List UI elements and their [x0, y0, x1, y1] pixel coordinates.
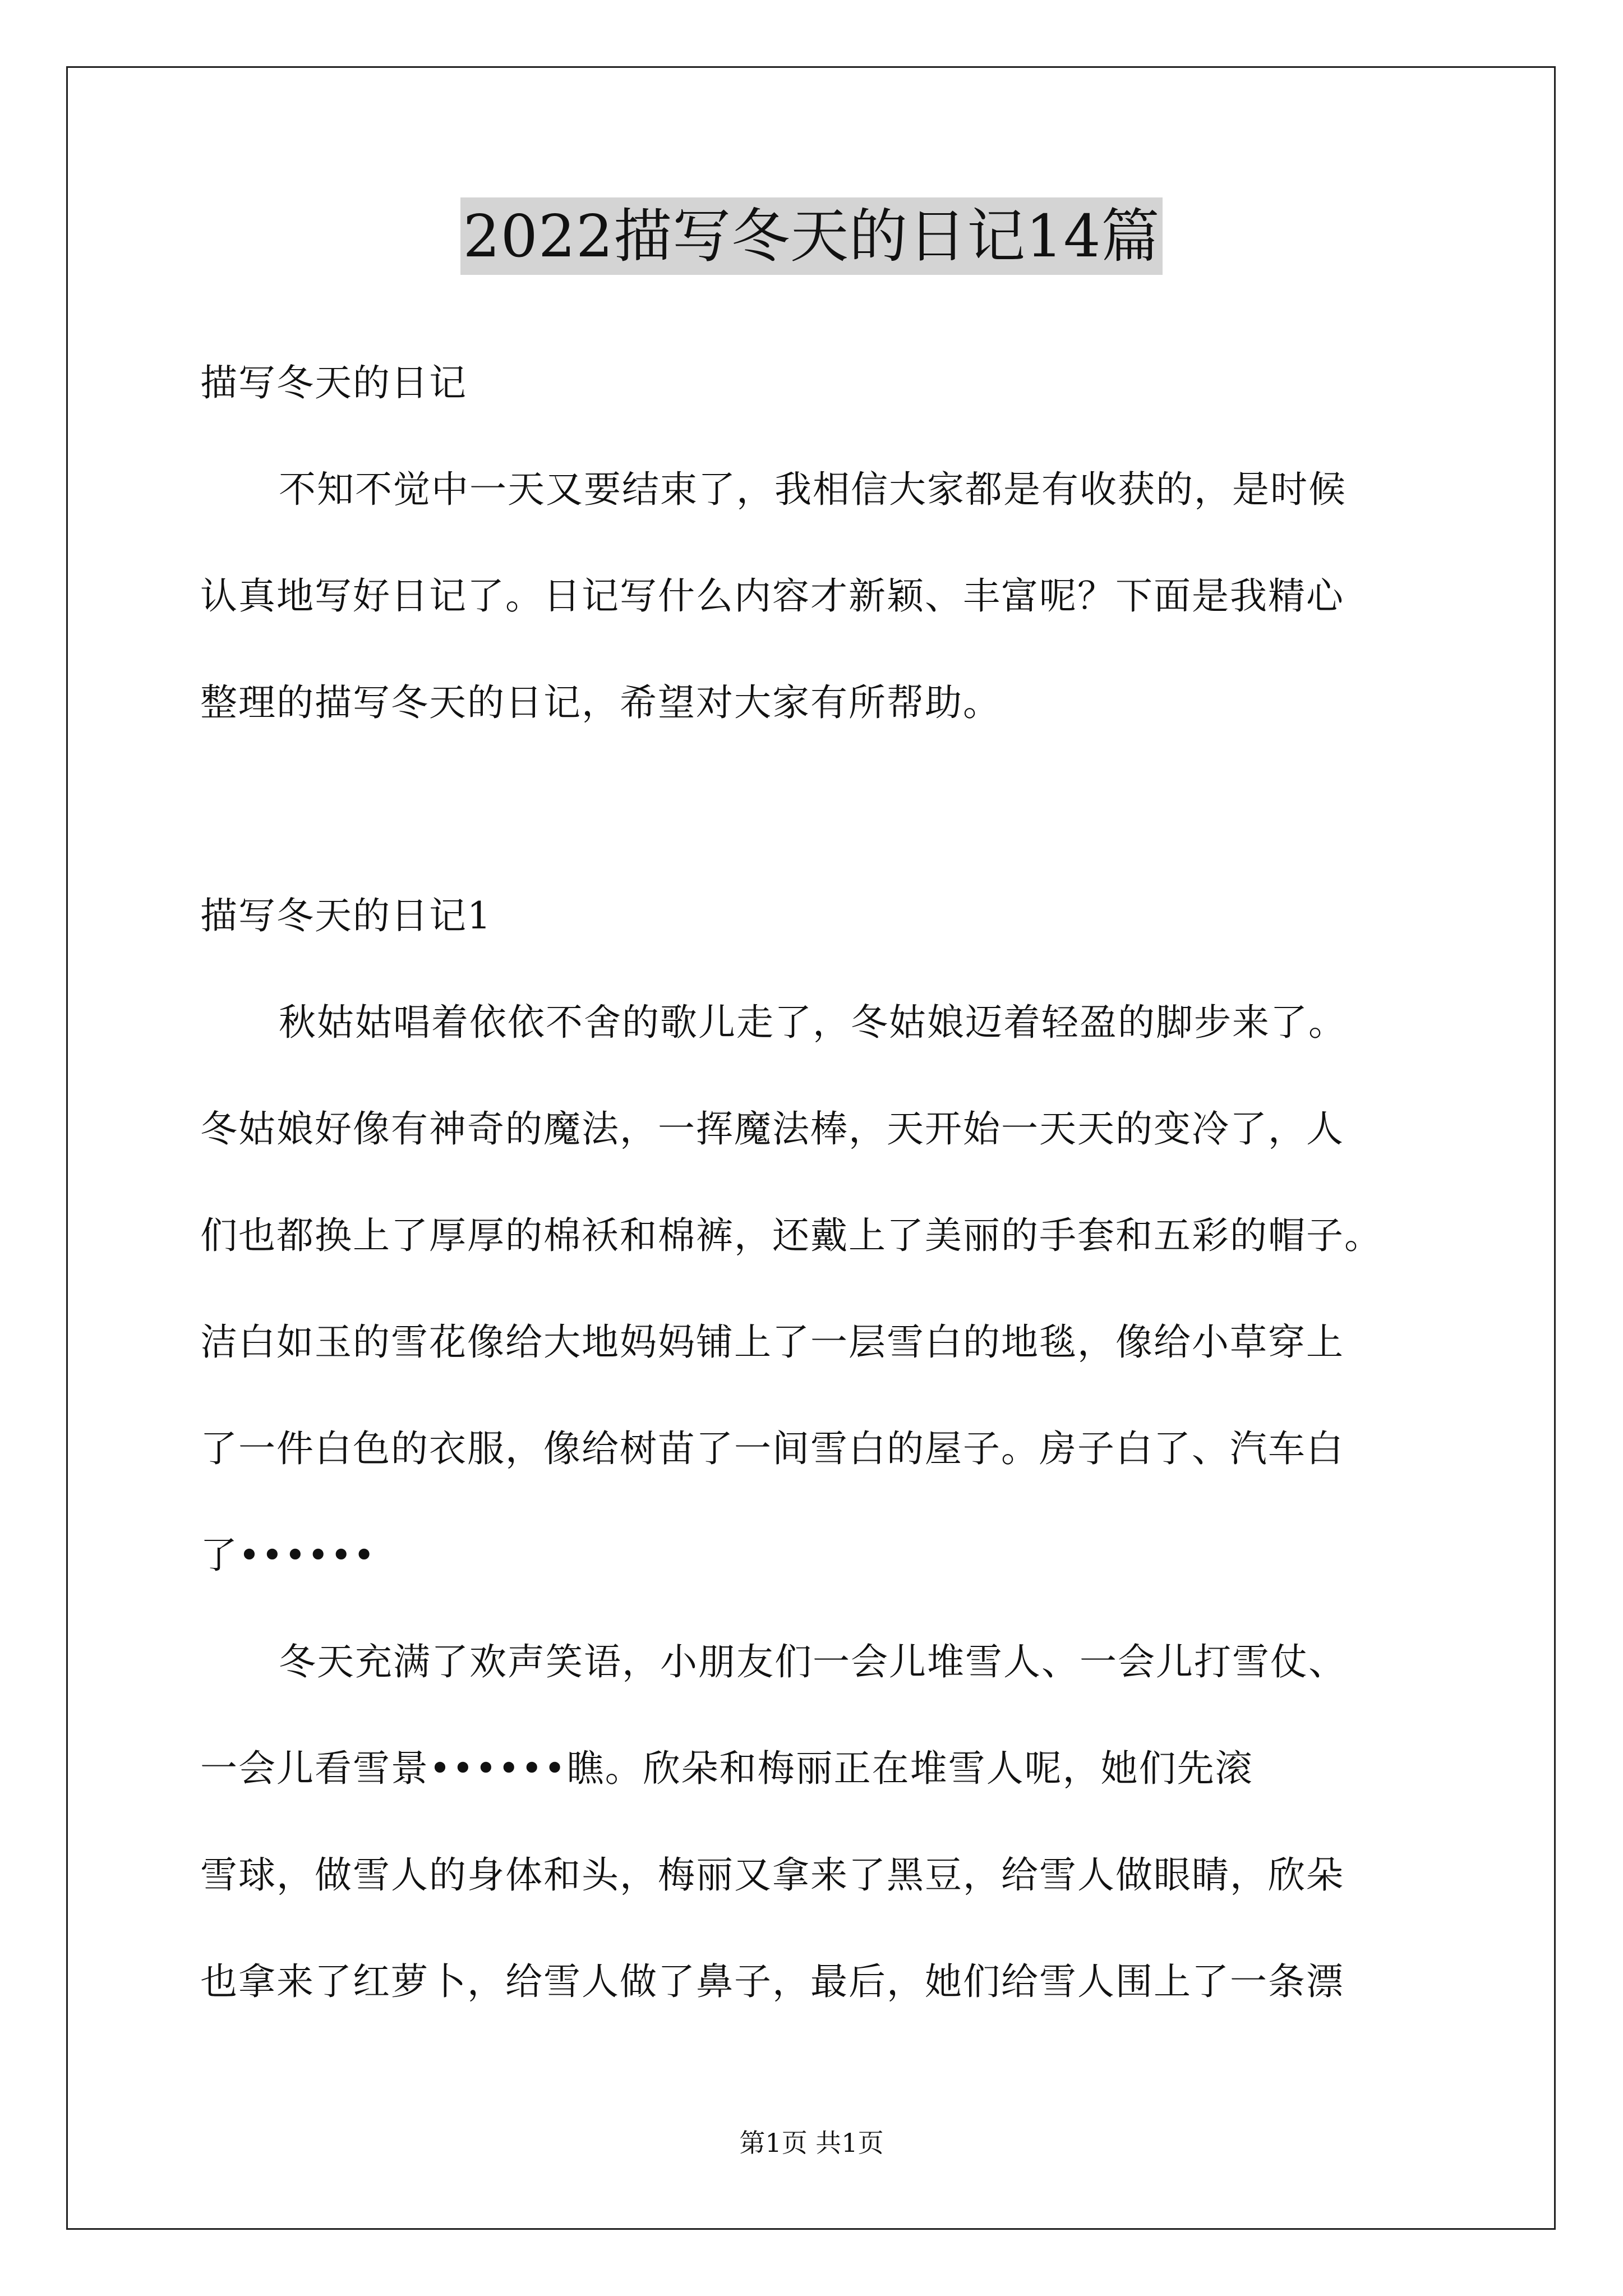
text-line: 整理的描写冬天的日记，希望对大家有所帮助。 — [200, 681, 1001, 724]
text-line: 冬天充满了欢声笑语，小朋友们一会儿堆雪人、一会儿打雪仗、 — [279, 1640, 1347, 1683]
text-line: 了一件白色的衣服，像给树苗了一间雪白的屋子。房子白了、汽车白 — [200, 1427, 1344, 1470]
text-line: 洁白如玉的雪花像给大地妈妈铺上了一层雪白的地毯，像给小草穿上 — [200, 1320, 1344, 1364]
text-line: 不知不觉中一天又要结束了，我相信大家都是有收获的，是时候 — [279, 468, 1347, 511]
blank-line — [200, 756, 1468, 863]
page-footer: 第1页 共1页 — [739, 2128, 884, 2158]
text-line: 认真地写好日记了。日记写什么内容才新颖、丰富呢？下面是我精心 — [200, 574, 1344, 618]
text-line: 了•••••• — [200, 1534, 376, 1577]
document-body — [200, 330, 1468, 2035]
title-container — [0, 197, 1623, 275]
text-line: 冬姑娘好像有神奇的魔法，一挥魔法棒，天开始一天天的变冷了，人 — [200, 1107, 1344, 1151]
text-line: 也拿来了红萝卜，给雪人做了鼻子，最后，她们给雪人围上了一条漂 — [200, 1960, 1344, 2003]
text-line: 一会儿看雪景••••••瞧。欣朵和梅丽正在堆雪人呢，她们先滚 — [200, 1747, 1253, 1790]
text-line: 秋姑姑唱着依依不舍的歌儿走了，冬姑娘迈着轻盈的脚步来了。 — [279, 1001, 1347, 1044]
text-line: 雪球，做雪人的身体和头，梅丽又拿来了黑豆，给雪人做眼睛，欣朵 — [200, 1853, 1344, 1897]
text-line: 们也都换上了厚厚的棉袄和棉裤，还戴上了美丽的手套和五彩的帽子。 — [200, 1214, 1382, 1257]
text-line: 描写冬天的日记 — [200, 361, 467, 404]
text-line: 描写冬天的日记1 — [200, 894, 492, 937]
document-title: 2022描写冬天的日记14篇 — [460, 197, 1162, 275]
